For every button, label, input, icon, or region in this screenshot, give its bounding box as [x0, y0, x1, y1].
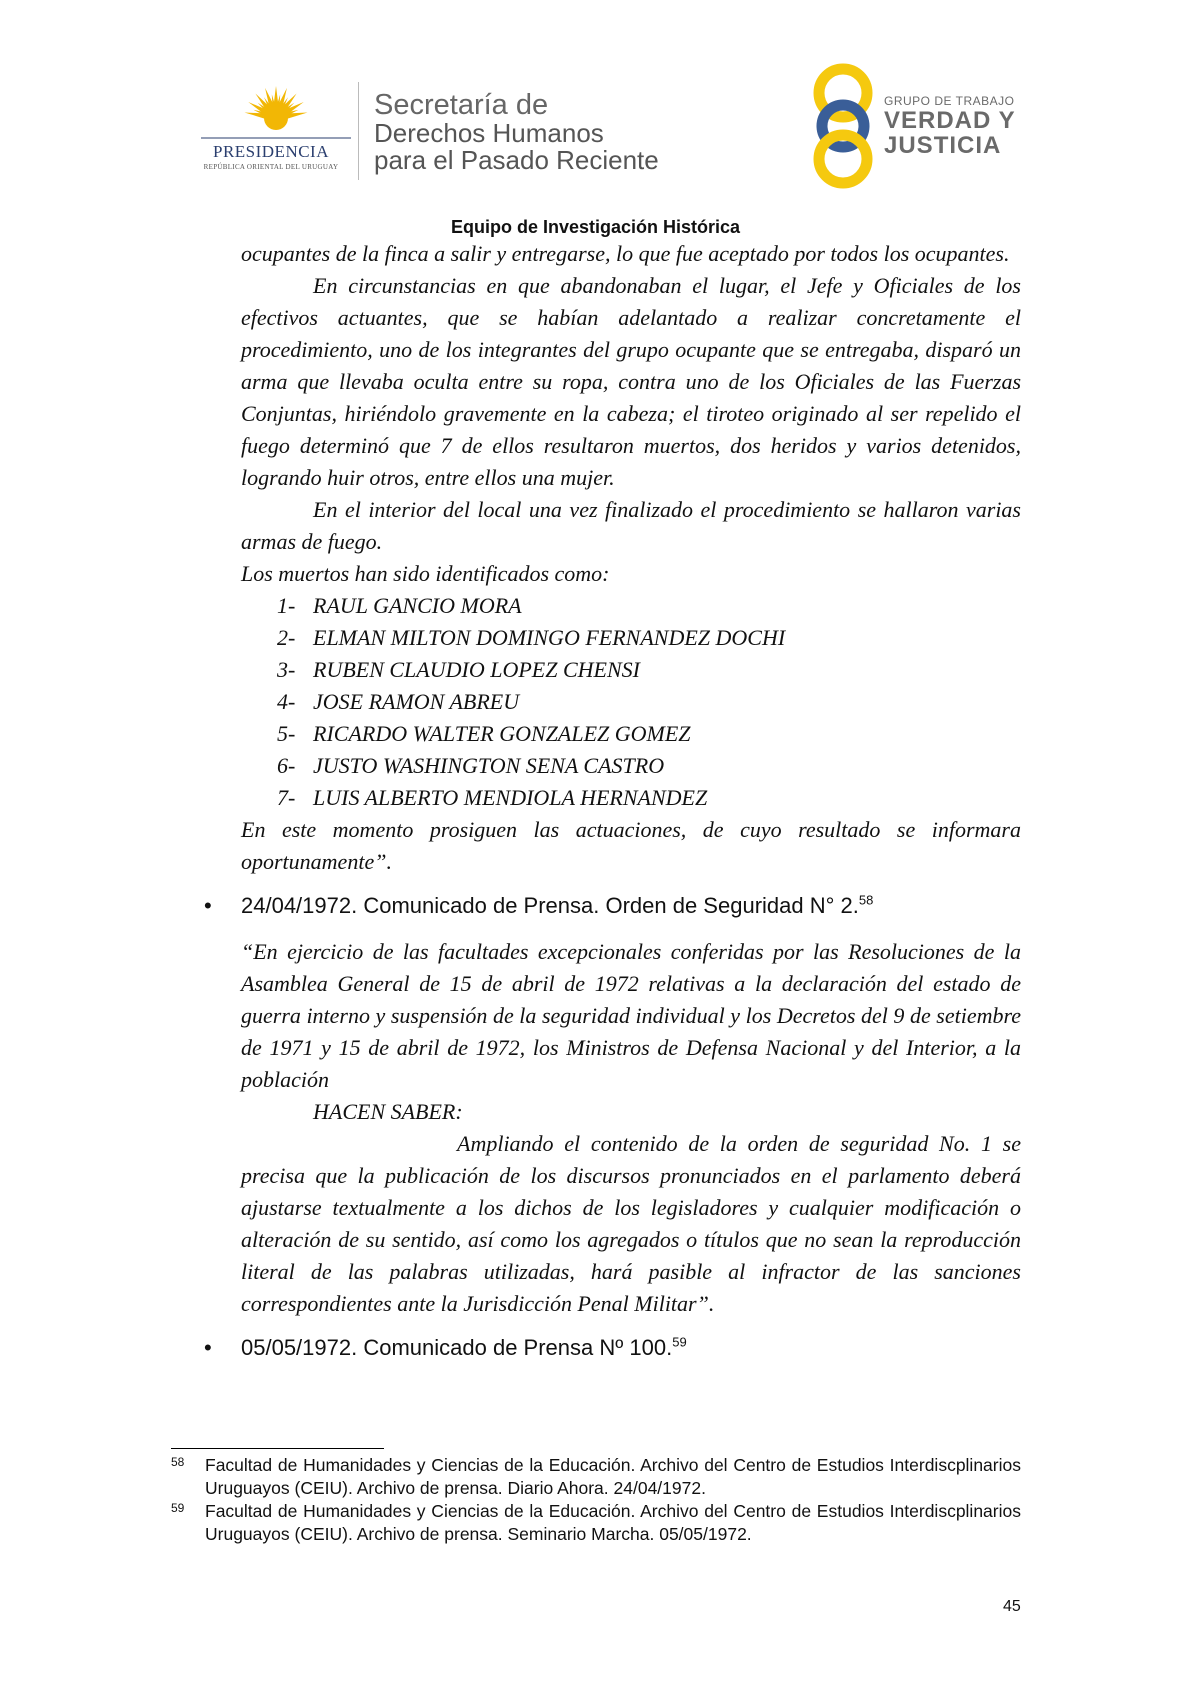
- quote-hacen-saber: HACEN SABER:: [313, 1099, 463, 1124]
- gtvj-line3: JUSTICIA: [884, 132, 1002, 159]
- paragraph-4: Los muertos han sido identificados como:: [241, 561, 610, 586]
- bullet-icon: •: [204, 893, 212, 918]
- secretaria-line1: Secretaría de: [374, 89, 549, 121]
- list-item: 6- JUSTO WASHINGTON SENA CASTRO: [277, 753, 665, 778]
- quote-paragraph-1: “En ejercicio de las facultades excepcionales conferidas por las Resoluciones de la Asamblea General de 15 de abril de 1972 relativas a la declaración del estado de guerra interno y suspensión de la seguridad individual y los Decretos del 9 de setiembre de 1971 y 15 de abril de 1972, los Ministros de Defensa Nacional y del Interior, a la población: [241, 939, 1021, 1092]
- secretaria-line2: Derechos Humanos: [374, 118, 604, 148]
- list-item: 2- ELMAN MILTON DOMINGO FERNANDEZ DOCHI: [277, 625, 786, 650]
- bullet-item-2: [204, 1332, 1021, 1364]
- paragraph-1: ocupantes de la finca a salir y entregarse, lo que fue aceptado por todos los ocupantes.: [241, 241, 1010, 266]
- presidencia-label: PRESIDENCIA: [212, 142, 329, 161]
- footnote-59: [171, 1500, 1021, 1546]
- rings-logo-icon: [804, 62, 882, 190]
- footnote-separator: [171, 1448, 384, 1449]
- footnote-number: 59: [171, 1501, 185, 1515]
- gtvj-title: [884, 94, 1016, 158]
- header-divider: [358, 82, 359, 180]
- bullet-item-1: [204, 890, 1021, 922]
- footnote-number: 58: [171, 1455, 185, 1469]
- list-item: 7- LUIS ALBERTO MENDIOLA HERNANDEZ: [277, 785, 708, 810]
- paragraph-2: En circunstancias en que abandonaban el lugar, el Jefe y Oficiales de los efectivos actuantes, que se habían adelantado a realizar concretamente el procedimiento, uno de los integrantes del grupo ocupante que se entregaba, disparó un arma que llevaba oculta entre su ropa, contra uno de los Oficiales de las Fuerzas Conjuntas, hiriéndolo gravemente en la cabeza; el tiroteo originado al ser repelido el fuego determinó que 7 de ellos resultaron muertos, dos heridos y varios detenidos, logrando huir otros, entre ellos una mujer.: [241, 273, 1021, 490]
- quote-paragraph-2: Ampliando el contenido de la orden de seguridad No. 1 se precisa que la publicación de los discursos pronunciados en el parlamento deberá ajustarse textualmente a los dichos de los legisladores y cualquier modificación o alteración de su sentido, así como los agregados o títulos que no sean la reproducción literal de las palabras utilizadas, hará pasible al infractor de las sanciones correspondientes ante la Jurisdicción Penal Militar”.: [241, 1131, 1021, 1316]
- footnote-text: Facultad de Humanidades y Ciencias de la Educación. Archivo del Centro de Estudios Interdiscplinarios Uruguayos (CEIU). Archivo de prensa. Seminario Marcha. 05/05/1972.: [205, 1501, 1021, 1544]
- deceased-list: [241, 590, 1021, 814]
- bullet-icon: •: [204, 1335, 212, 1360]
- list-item: 1- RAUL GANCIO MORA: [277, 593, 522, 618]
- secretaria-line3: para el Pasado Reciente: [374, 145, 659, 175]
- gtvj-line1: GRUPO DE TRABAJO: [884, 94, 1015, 108]
- page-number: 45: [1003, 1598, 1021, 1615]
- paragraph-5: En este momento prosiguen las actuaciones, de cuyo resultado se informara oportunamente”.: [241, 817, 1021, 874]
- footnotes: [171, 1454, 1021, 1546]
- footnote-ref-59[interactable]: 59: [672, 1334, 687, 1350]
- footnote-text: Facultad de Humanidades y Ciencias de la Educación. Archivo del Centro de Estudios Interdiscplinarios Uruguayos (CEIU). Archivo de prensa. Diario Ahora. 24/04/1972.: [205, 1455, 1021, 1498]
- presidencia-sublabel: REPÚBLICA ORIENTAL DEL URUGUAY: [203, 163, 339, 171]
- page-header: [0, 0, 1191, 220]
- secretaria-title: [374, 90, 659, 174]
- document-body: [204, 238, 1021, 1364]
- list-item: 4- JOSE RAMON ABREU: [277, 689, 520, 714]
- bullet-1-text: 24/04/1972. Comunicado de Prensa. Orden de Seguridad N° 2.: [241, 893, 859, 918]
- gtvj-line2: VERDAD Y: [884, 107, 1016, 134]
- list-item: 3- RUBEN CLAUDIO LOPEZ CHENSI: [277, 657, 640, 682]
- paragraph-3: En el interior del local una vez finalizado el procedimiento se hallaron varias armas de fuego.: [241, 497, 1021, 554]
- list-item: 5- RICARDO WALTER GONZALEZ GOMEZ: [277, 721, 691, 746]
- team-title: Equipo de Investigación Histórica: [450, 217, 741, 237]
- footnote-ref-58[interactable]: 58: [858, 892, 874, 908]
- footnote-58: [171, 1454, 1021, 1500]
- bullet-2-text: 05/05/1972. Comunicado de Prensa Nº 100.: [241, 1335, 673, 1360]
